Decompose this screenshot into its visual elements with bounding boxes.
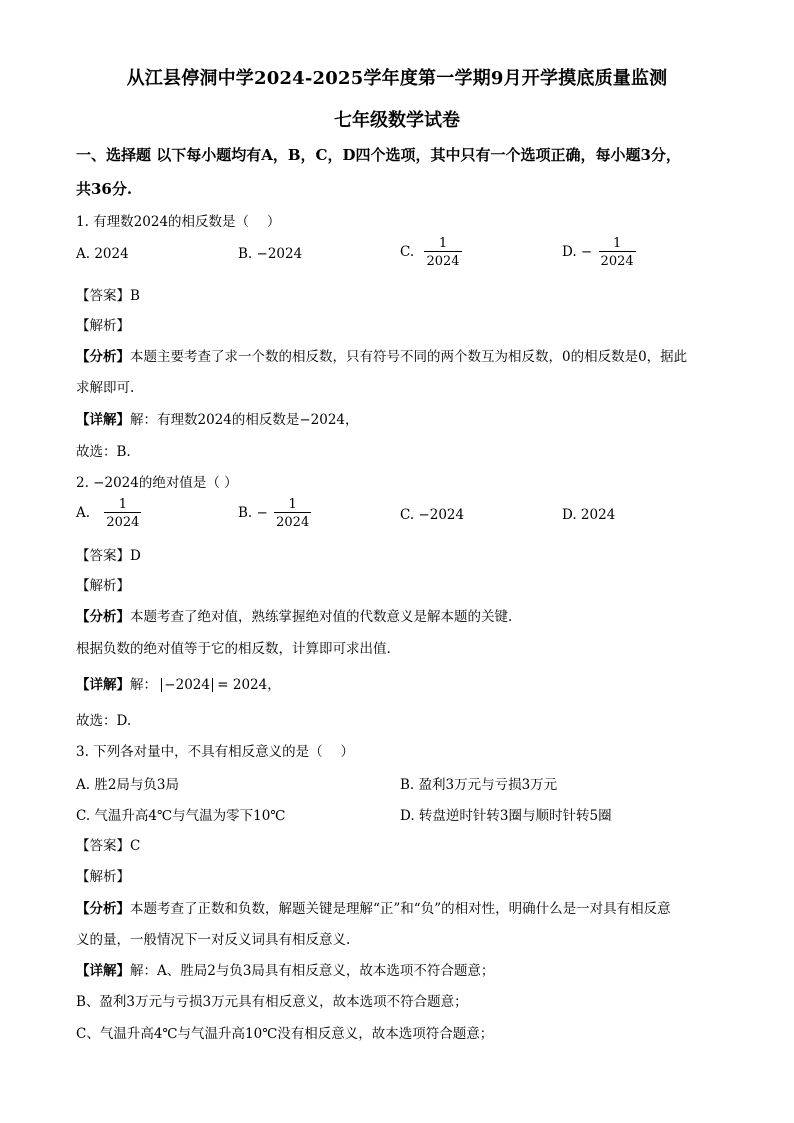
q2-option-b	[238, 497, 311, 530]
q2-analysis-label: 【解析】	[76, 578, 130, 594]
q2-choice: 故选：D.	[76, 713, 132, 729]
q3-analysis-label: 【解析】	[76, 869, 130, 885]
analysis-text: 本题主要考查了求一个数的相反数，只有符号不同的两个数互为相反数，0的相反数是0，据此	[130, 349, 688, 365]
analysis-text: 本题考查了正数和负数，解题关键是理解“正”和“负”的相对性，明确什么是一对具有相反意	[130, 901, 671, 917]
q1-option-b: B. −2024	[238, 246, 303, 262]
section-heading-line1: 一、选择题 以下每小题均有A，B，C，D四个选项，其中只有一个选项正确，每小题3分，	[76, 146, 681, 164]
q2-option-d: D. 2024	[562, 507, 616, 523]
q2-option-b-fraction	[274, 497, 311, 530]
analysis-tag: 【分析】	[76, 349, 130, 365]
question-3-stem: 3. 下列各对量中，不具有相反意义的是（ ）	[76, 744, 354, 760]
q3-detail-line3: C、气温升高4℃与气温升高10℃没有相反意义，故本选项符合题意；	[76, 1026, 494, 1042]
section-heading-line2: 共36分.	[76, 180, 133, 198]
detail-tag: 【详解】	[76, 963, 130, 979]
fraction-denominator: 2024	[424, 251, 461, 269]
q2-option-a	[76, 497, 141, 530]
q2-answer: 【答案】D	[76, 548, 141, 564]
q2-option-a-prefix: A.	[76, 505, 91, 521]
exam-title: 从江县停洞中学2024-2025学年度第一学期9月开学摸底质量监测	[126, 68, 668, 89]
fraction-numerator: 1	[288, 497, 297, 512]
fraction-denominator: 2024	[599, 251, 636, 269]
q2-detail	[76, 673, 281, 693]
detail-text: 解：A、胜局2与负3局具有相反意义，故本选项不符合题意；	[130, 963, 495, 979]
q3-option-d: D. 转盘逆时针转3圈与顺时针转5圈	[400, 808, 612, 824]
q3-detail-line2: B、盈利3万元与亏损3万元具有相反意义，故本选项不符合题意；	[76, 994, 468, 1010]
q3-analysis-line2: 义的量，一般情况下一对反义词具有相反意义.	[76, 932, 351, 948]
analysis-text: 本题考查了绝对值，熟练掌握绝对值的代数意义是解本题的关键.	[130, 609, 513, 625]
q1-option-d	[562, 236, 636, 269]
q3-analysis-line1	[76, 897, 671, 917]
q1-option-a: A. 2024	[76, 246, 129, 262]
detail-tag: 【详解】	[76, 677, 130, 693]
q2-option-a-fraction	[104, 497, 141, 530]
q3-answer: 【答案】C	[76, 838, 141, 854]
fraction-numerator: 1	[612, 236, 622, 251]
q1-option-d-prefix: D. −	[562, 244, 593, 260]
q1-analysis-label: 【解析】	[76, 318, 130, 334]
fraction-numerator: 1	[438, 236, 448, 251]
q1-option-c-fraction	[424, 236, 461, 269]
q1-analysis-line1	[76, 345, 687, 365]
q3-option-b: B. 盈利3万元与亏损3万元	[400, 777, 558, 793]
detail-tag: 【详解】	[76, 412, 130, 428]
q1-detail	[76, 408, 359, 428]
exam-subtitle: 七年级数学试卷	[334, 110, 460, 131]
q2-analysis-line1	[76, 605, 512, 625]
analysis-tag: 【分析】	[76, 609, 130, 625]
q2-option-b-prefix: B. −	[238, 505, 268, 521]
absolute-value-expression: −2024	[161, 678, 213, 692]
q3-option-a: A. 胜2局与负3局	[76, 777, 180, 793]
q1-analysis-line2: 求解即可.	[76, 380, 135, 396]
q1-option-c-prefix: C.	[400, 244, 415, 260]
detail-prefix: 解：	[130, 677, 157, 693]
q1-option-c	[400, 236, 462, 269]
analysis-tag: 【分析】	[76, 901, 130, 917]
q1-choice: 故选：B.	[76, 444, 131, 460]
q3-option-c: C. 气温升高4℃与气温为零下10℃	[76, 808, 286, 824]
detail-text: 解：有理数2024的相反数是−2024，	[130, 412, 359, 428]
question-1-stem: 1. 有理数2024的相反数是（ ）	[76, 214, 281, 230]
fraction-denominator: 2024	[104, 512, 141, 530]
detail-result: = 2024，	[217, 677, 281, 693]
q3-detail-line1	[76, 959, 494, 979]
question-2-stem: 2. −2024的绝对值是（ ）	[76, 475, 238, 491]
q1-answer: 【答案】B	[76, 288, 140, 304]
q2-option-c: C. −2024	[400, 507, 465, 523]
q1-option-d-fraction	[599, 236, 636, 269]
fraction-numerator: 1	[118, 497, 128, 512]
q2-analysis-line2: 根据负数的绝对值等于它的相反数，计算即可求出值.	[76, 641, 391, 657]
fraction-denominator: 2024	[274, 512, 311, 530]
